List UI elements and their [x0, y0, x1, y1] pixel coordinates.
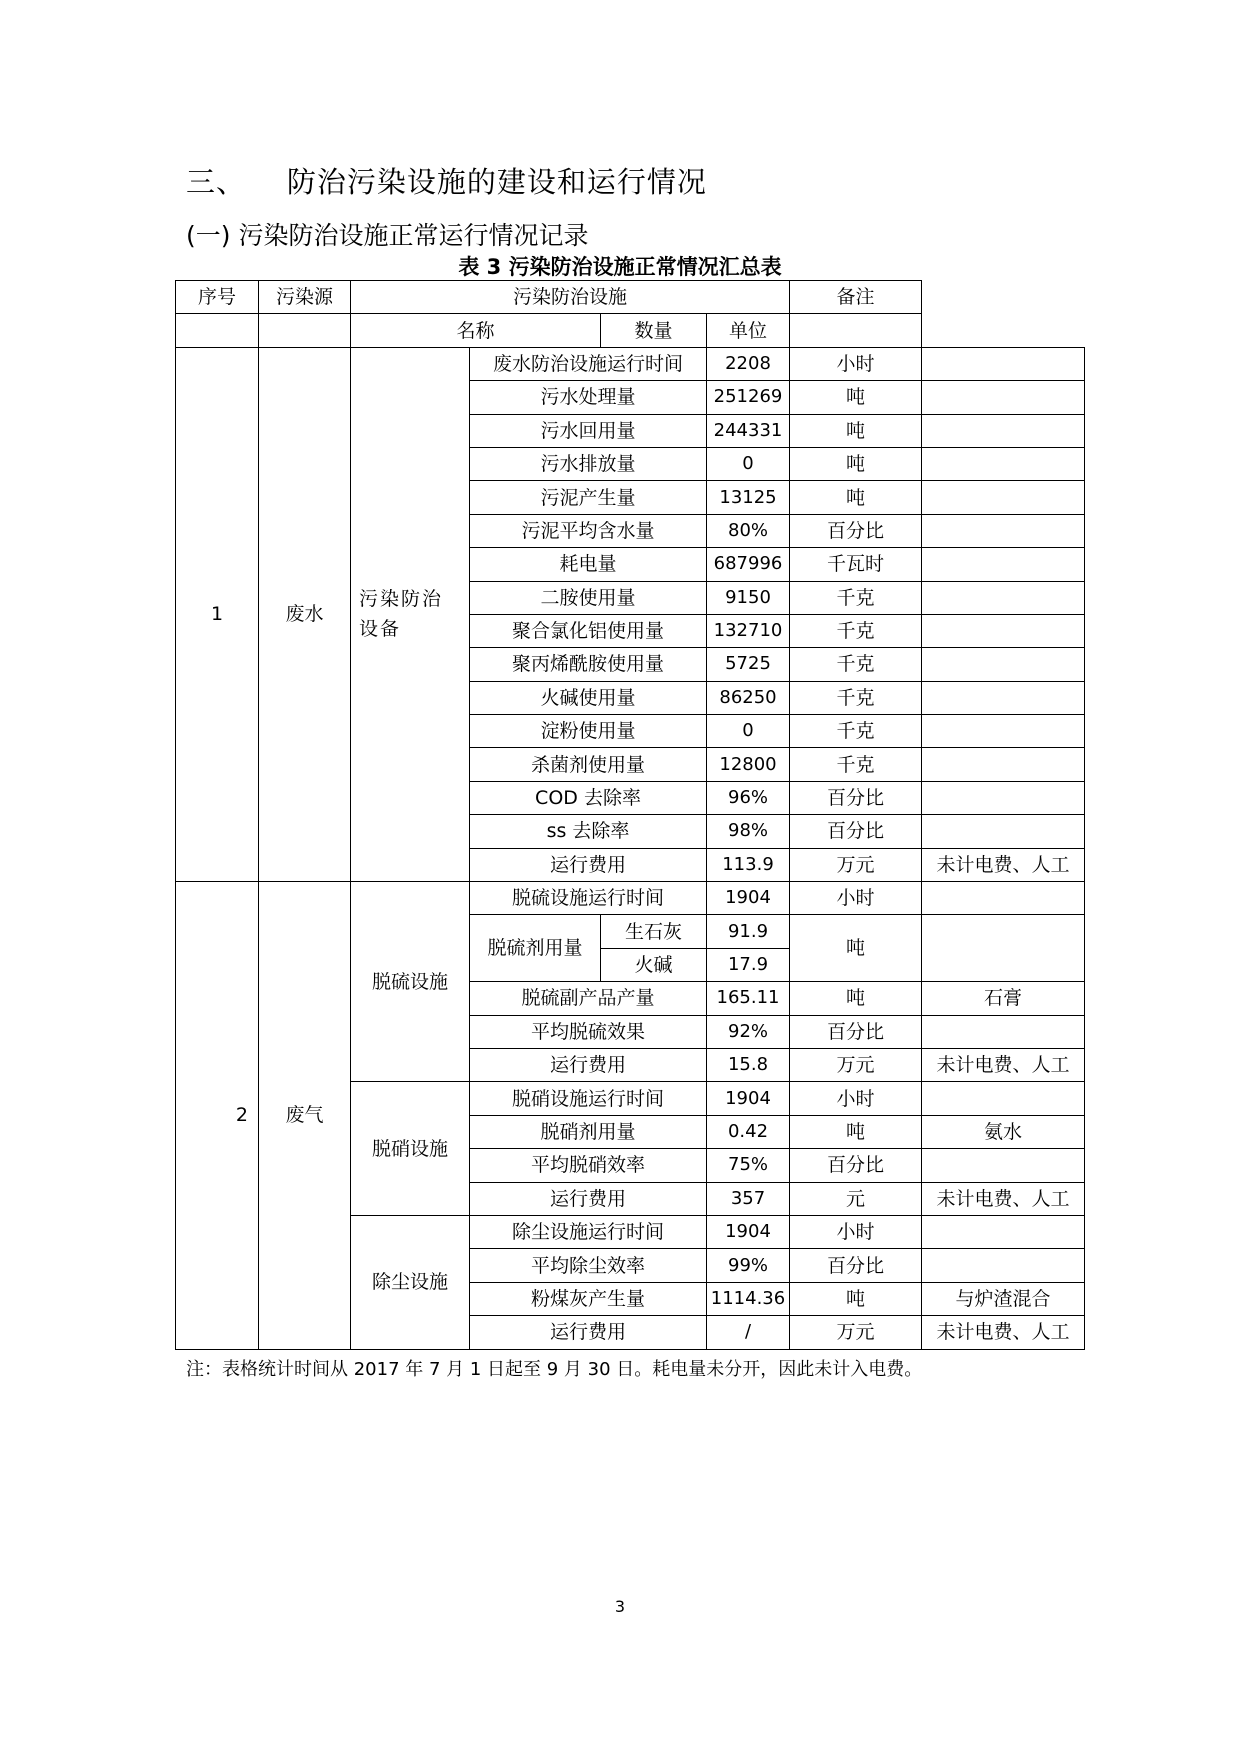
item-quantity: 687996 — [707, 548, 790, 581]
item-quantity: 80% — [707, 514, 790, 547]
facility-group: 脱硝设施 — [351, 1082, 470, 1216]
item-remark — [922, 381, 1085, 414]
item-remark — [922, 548, 1085, 581]
item-unit: 小时 — [790, 347, 922, 380]
item-name: 运行费用 — [470, 1182, 707, 1215]
page-number: 3 — [614, 1597, 626, 1616]
item-unit: 小时 — [790, 1215, 922, 1248]
item-quantity: 1904 — [707, 1215, 790, 1248]
item-unit: 百分比 — [790, 815, 922, 848]
item-name: ss 去除率 — [470, 815, 707, 848]
item-name: 脱硫副产品产量 — [470, 982, 707, 1015]
header-row — [176, 281, 1085, 314]
item-quantity: 1904 — [707, 882, 790, 915]
item-remark — [922, 715, 1085, 748]
item-unit: 千瓦时 — [790, 548, 922, 581]
table-note: 注：表格统计时间从 2017 年 7 月 1 日起至 9 月 30 日。耗电量未分开，因此未计入电费。 — [186, 1359, 923, 1380]
item-quantity: 91.9 — [707, 915, 790, 948]
item-unit: 吨 — [790, 381, 922, 414]
header-facility: 污染防治设施 — [351, 281, 790, 314]
subheader-row — [176, 314, 1085, 347]
item-name: 除尘设施运行时间 — [470, 1215, 707, 1248]
facility-group: 除尘设施 — [351, 1215, 470, 1349]
item-remark: 未计电费、人工 — [922, 1182, 1085, 1215]
item-unit: 百分比 — [790, 1249, 922, 1282]
pollution-source: 废气 — [259, 882, 351, 1349]
item-unit: 千克 — [790, 581, 922, 614]
item-remark — [922, 1249, 1085, 1282]
item-quantity: 1904 — [707, 1082, 790, 1115]
item-unit: 吨 — [790, 414, 922, 447]
item-remark — [922, 915, 1085, 982]
item-remark — [922, 781, 1085, 814]
item-name: 污泥产生量 — [470, 481, 707, 514]
table-caption: 表 3 污染防治设施正常情况汇总表 — [458, 255, 782, 279]
item-name: 污泥平均含水量 — [470, 514, 707, 547]
item-name: 污水处理量 — [470, 381, 707, 414]
item-remark — [922, 347, 1085, 380]
subheader-blank — [790, 314, 922, 347]
item-quantity: 0 — [707, 447, 790, 480]
item-quantity: 1114.36 — [707, 1282, 790, 1315]
item-name: 平均脱硫效果 — [470, 1015, 707, 1048]
item-unit: 吨 — [790, 915, 922, 982]
subheader-blank — [176, 314, 259, 347]
agent-subitem-name: 火碱 — [601, 948, 707, 981]
item-quantity: 244331 — [707, 414, 790, 447]
item-quantity: 9150 — [707, 581, 790, 614]
item-name: 污水回用量 — [470, 414, 707, 447]
item-remark — [922, 648, 1085, 681]
header-remark: 备注 — [790, 281, 922, 314]
item-quantity: 86250 — [707, 681, 790, 714]
item-quantity: 98% — [707, 815, 790, 848]
item-name: 脱硫剂用量 — [470, 915, 601, 982]
item-unit: 小时 — [790, 1082, 922, 1115]
item-quantity: 5725 — [707, 648, 790, 681]
item-name: 平均脱硝效率 — [470, 1149, 707, 1182]
table-row — [176, 347, 1085, 380]
item-unit: 吨 — [790, 982, 922, 1015]
item-name: 运行费用 — [470, 1316, 707, 1349]
item-name: 聚丙烯酰胺使用量 — [470, 648, 707, 681]
section-heading: 三、 防治污染设施的建设和运行情况 — [186, 165, 707, 199]
item-name: 脱硫设施运行时间 — [470, 882, 707, 915]
item-remark: 未计电费、人工 — [922, 1316, 1085, 1349]
subheader-blank — [259, 314, 351, 347]
pollution-source: 废水 — [259, 347, 351, 881]
facility-group: 脱硫设施 — [351, 882, 470, 1082]
item-unit: 吨 — [790, 1115, 922, 1148]
item-unit: 吨 — [790, 481, 922, 514]
item-remark: 石膏 — [922, 982, 1085, 1015]
subsection-heading: (一) 污染防治设施正常运行情况记录 — [186, 221, 589, 250]
item-remark: 未计电费、人工 — [922, 848, 1085, 881]
item-quantity: 0 — [707, 715, 790, 748]
item-quantity: / — [707, 1316, 790, 1349]
item-unit: 百分比 — [790, 1015, 922, 1048]
item-name: 脱硝剂用量 — [470, 1115, 707, 1148]
item-quantity: 165.11 — [707, 982, 790, 1015]
item-unit: 千克 — [790, 648, 922, 681]
item-unit: 千克 — [790, 715, 922, 748]
item-remark — [922, 681, 1085, 714]
item-name: 杀菌剂使用量 — [470, 748, 707, 781]
item-name: 运行费用 — [470, 848, 707, 881]
item-remark — [922, 882, 1085, 915]
item-unit: 元 — [790, 1182, 922, 1215]
item-unit: 百分比 — [790, 1149, 922, 1182]
item-remark: 与炉渣混合 — [922, 1282, 1085, 1315]
item-unit: 千克 — [790, 748, 922, 781]
item-quantity: 357 — [707, 1182, 790, 1215]
item-unit: 万元 — [790, 848, 922, 881]
item-name: 粉煤灰产生量 — [470, 1282, 707, 1315]
item-unit: 万元 — [790, 1048, 922, 1081]
item-name: 脱硝设施运行时间 — [470, 1082, 707, 1115]
item-name: COD 去除率 — [470, 781, 707, 814]
item-remark — [922, 748, 1085, 781]
item-quantity: 2208 — [707, 347, 790, 380]
header-unit: 单位 — [707, 314, 790, 347]
header-source: 污染源 — [259, 281, 351, 314]
item-unit: 千克 — [790, 614, 922, 647]
item-unit: 百分比 — [790, 514, 922, 547]
item-remark — [922, 1015, 1085, 1048]
item-remark — [922, 581, 1085, 614]
header-seq: 序号 — [176, 281, 259, 314]
item-remark — [922, 447, 1085, 480]
item-quantity: 96% — [707, 781, 790, 814]
item-quantity: 113.9 — [707, 848, 790, 881]
item-remark: 氨水 — [922, 1115, 1085, 1148]
table-body — [176, 281, 1085, 1350]
item-quantity: 12800 — [707, 748, 790, 781]
item-remark — [922, 414, 1085, 447]
item-quantity: 132710 — [707, 614, 790, 647]
item-remark — [922, 1215, 1085, 1248]
agent-subitem-name: 生石灰 — [601, 915, 707, 948]
item-remark — [922, 614, 1085, 647]
item-name: 废水防治设施运行时间 — [470, 347, 707, 380]
item-remark: 未计电费、人工 — [922, 1048, 1085, 1081]
item-unit: 吨 — [790, 447, 922, 480]
item-name: 淀粉使用量 — [470, 715, 707, 748]
item-quantity: 92% — [707, 1015, 790, 1048]
item-name: 火碱使用量 — [470, 681, 707, 714]
item-quantity: 15.8 — [707, 1048, 790, 1081]
item-quantity: 17.9 — [707, 948, 790, 981]
item-remark — [922, 1149, 1085, 1182]
item-name: 耗电量 — [470, 548, 707, 581]
facility-summary-table — [175, 280, 1085, 1350]
item-remark — [922, 815, 1085, 848]
header-qty: 数量 — [601, 314, 707, 347]
item-name: 二胺使用量 — [470, 581, 707, 614]
item-remark — [922, 1082, 1085, 1115]
item-unit: 小时 — [790, 882, 922, 915]
table-row — [176, 882, 1085, 915]
item-name: 运行费用 — [470, 1048, 707, 1081]
item-quantity: 75% — [707, 1149, 790, 1182]
item-remark — [922, 481, 1085, 514]
row-seq: 1 — [176, 347, 259, 881]
item-name: 聚合氯化铝使用量 — [470, 614, 707, 647]
facility-group: 污染防治设备 — [351, 347, 470, 881]
item-unit: 万元 — [790, 1316, 922, 1349]
item-name: 污水排放量 — [470, 447, 707, 480]
item-quantity: 13125 — [707, 481, 790, 514]
item-unit: 百分比 — [790, 781, 922, 814]
item-quantity: 99% — [707, 1249, 790, 1282]
item-unit: 千克 — [790, 681, 922, 714]
row-seq: 2 — [176, 882, 259, 1349]
item-remark — [922, 514, 1085, 547]
item-quantity: 0.42 — [707, 1115, 790, 1148]
item-quantity: 251269 — [707, 381, 790, 414]
item-unit: 吨 — [790, 1282, 922, 1315]
item-name: 平均除尘效率 — [470, 1249, 707, 1282]
header-name: 名称 — [351, 314, 601, 347]
